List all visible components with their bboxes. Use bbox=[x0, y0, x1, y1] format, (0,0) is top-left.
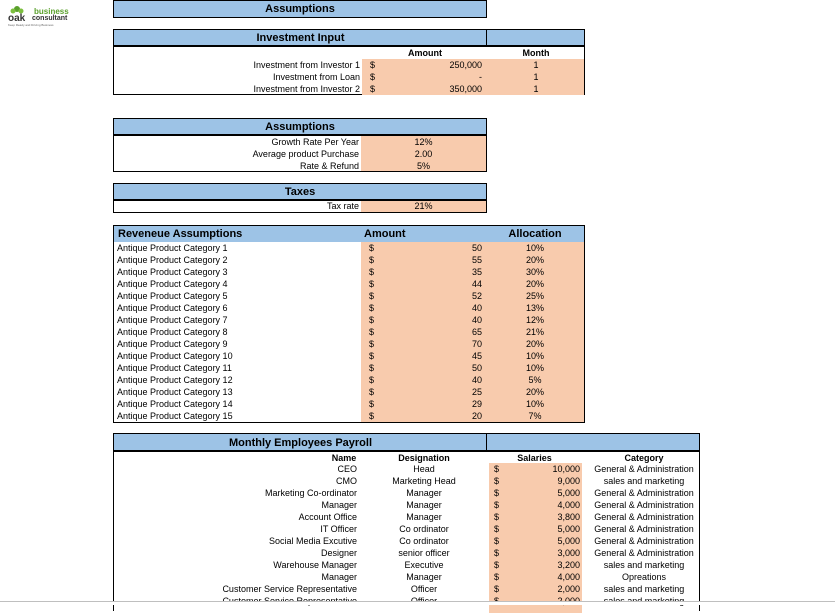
revenue-row-label: Antique Product Category 9 bbox=[117, 339, 228, 349]
revenue-row-label: Antique Product Category 3 bbox=[117, 267, 228, 277]
payroll-row-salary: 3,000 bbox=[557, 548, 580, 558]
logo-business-text: business bbox=[34, 7, 69, 16]
payroll-row-name: Warehouse Manager bbox=[273, 560, 357, 570]
assumptions-main-header bbox=[113, 0, 487, 18]
payroll-row-name: CMO bbox=[336, 476, 357, 486]
revenue-row-amount: 44 bbox=[471, 279, 482, 289]
revenue-row-currency: $ bbox=[369, 291, 375, 301]
payroll-row-salary: 3,800 bbox=[557, 512, 580, 522]
revenue-row-amount: 40 bbox=[471, 375, 482, 385]
revenue-row-label: Antique Product Category 7 bbox=[117, 315, 228, 325]
investment-row-amount: 250,000 bbox=[449, 60, 482, 70]
revenue-row-amount: 35 bbox=[471, 267, 482, 277]
revenue-row-label: Antique Product Category 10 bbox=[117, 351, 233, 361]
payroll-row-currency: $ bbox=[494, 584, 500, 594]
assumption-row-label: Rate & Refund bbox=[299, 161, 359, 171]
payroll-row-designation: Manager bbox=[406, 572, 442, 582]
payroll-row-name: Customer Service Representative bbox=[222, 584, 357, 594]
taxes-title: Taxes bbox=[284, 186, 316, 198]
payroll-row-designation: Co ordinator bbox=[399, 536, 449, 546]
assumption-row-label: Average product Purchase bbox=[252, 149, 359, 159]
payroll-row-designation: Co ordinator bbox=[399, 524, 449, 534]
investment-row-month: 1 bbox=[533, 72, 539, 82]
payroll-row-category: General & Administration bbox=[594, 488, 694, 498]
payroll-row-designation: Executive bbox=[404, 560, 444, 570]
assumption-row-value: 2.00 bbox=[414, 149, 433, 159]
revenue-row-allocation: 20% bbox=[525, 387, 544, 397]
revenue-row-label: Antique Product Category 4 bbox=[117, 279, 228, 289]
assumption-row-value: 5% bbox=[416, 161, 430, 171]
taxes-table bbox=[113, 200, 487, 213]
payroll-row-designation: Officer bbox=[410, 584, 438, 594]
investment-table bbox=[113, 46, 585, 95]
payroll-row-currency: $ bbox=[494, 548, 500, 558]
payroll-row-designation: Manager bbox=[406, 512, 442, 522]
payroll-row-currency: $ bbox=[494, 572, 500, 582]
payroll-row-currency: $ bbox=[494, 512, 500, 522]
payroll-row-name: Account Office bbox=[298, 512, 357, 522]
assumption-row-value: 12% bbox=[414, 137, 433, 147]
revenue-row-allocation: 13% bbox=[525, 303, 544, 313]
payroll-row-currency: $ bbox=[494, 524, 500, 534]
revenue-row-currency: $ bbox=[369, 315, 375, 325]
investment-row-month: 1 bbox=[533, 84, 539, 94]
payroll-row-designation: Marketing Head bbox=[392, 476, 456, 486]
revenue-row-currency: $ bbox=[369, 279, 375, 289]
revenue-row-currency: $ bbox=[369, 327, 375, 337]
investment-col-amount: Amount bbox=[408, 48, 442, 58]
revenue-row-allocation: 30% bbox=[525, 267, 544, 277]
payroll-row-currency: $ bbox=[494, 476, 500, 486]
payroll-row-category: General & Administration bbox=[594, 524, 694, 534]
assumption-row-label: Growth Rate Per Year bbox=[271, 137, 359, 147]
tax-rate-label: Tax rate bbox=[326, 201, 359, 211]
sheet-bottom-edge bbox=[0, 601, 835, 605]
payroll-row-designation: Manager bbox=[406, 488, 442, 498]
revenue-row-amount: 45 bbox=[471, 351, 482, 361]
revenue-row-currency: $ bbox=[369, 303, 375, 313]
investment-row-currency: $ bbox=[370, 72, 376, 82]
revenue-row-amount: 40 bbox=[471, 315, 482, 325]
payroll-row-currency: $ bbox=[494, 500, 500, 510]
payroll-row-name: Manager bbox=[321, 572, 357, 582]
payroll-row-category: Opreations bbox=[621, 572, 667, 582]
revenue-row-amount: 40 bbox=[471, 303, 482, 313]
revenue-row-currency: $ bbox=[369, 411, 375, 421]
payroll-row-salary: 5,000 bbox=[557, 536, 580, 546]
payroll-table bbox=[113, 451, 700, 611]
revenue-col-allocation: Allocation bbox=[508, 228, 562, 240]
payroll-col-salaries: Salaries bbox=[517, 453, 552, 463]
payroll-row-currency: $ bbox=[494, 536, 500, 546]
tax-rate-value: 21% bbox=[414, 201, 433, 211]
payroll-col-category: Category bbox=[624, 453, 664, 463]
revenue-row-label: Antique Product Category 1 bbox=[117, 243, 228, 253]
revenue-row-currency: $ bbox=[369, 255, 375, 265]
investment-row-label: Investment from Investor 2 bbox=[253, 84, 360, 94]
revenue-row-allocation: 10% bbox=[525, 399, 544, 409]
revenue-row-currency: $ bbox=[369, 243, 375, 253]
payroll-row-salary: 2,000 bbox=[557, 584, 580, 594]
payroll-col-designation: Designation bbox=[398, 453, 450, 463]
payroll-row-category: General & Administration bbox=[594, 512, 694, 522]
revenue-row-allocation: 25% bbox=[525, 291, 544, 301]
payroll-row-name: CEO bbox=[337, 464, 357, 474]
payroll-row-currency: $ bbox=[494, 464, 500, 474]
payroll-row-salary: 10,000 bbox=[552, 464, 580, 474]
revenue-row-allocation: 10% bbox=[525, 243, 544, 253]
investment-row-amount: - bbox=[479, 72, 482, 82]
revenue-row-allocation: 21% bbox=[525, 327, 544, 337]
payroll-row-category: sales and marketing bbox=[603, 584, 685, 594]
revenue-row-allocation: 10% bbox=[525, 351, 544, 361]
investment-col-month: Month bbox=[522, 48, 550, 58]
revenue-row-label: Antique Product Category 11 bbox=[117, 363, 232, 373]
payroll-col-name: Name bbox=[331, 453, 357, 463]
payroll-row-name: Manager bbox=[321, 500, 357, 510]
payroll-row-category: General & Administration bbox=[594, 548, 694, 558]
revenue-row-amount: 50 bbox=[471, 243, 482, 253]
payroll-title: Monthly Employees Payroll bbox=[228, 437, 373, 449]
payroll-row-salary: 5,000 bbox=[557, 488, 580, 498]
investment-row-label: Investment from Investor 1 bbox=[253, 60, 360, 70]
payroll-row-salary: 9,000 bbox=[557, 476, 580, 486]
revenue-row-label: Antique Product Category 2 bbox=[117, 255, 228, 265]
revenue-row-currency: $ bbox=[369, 375, 375, 385]
revenue-row-allocation: 20% bbox=[525, 255, 544, 265]
investment-row-month: 1 bbox=[533, 60, 539, 70]
payroll-row-name: Marketing Co-ordinator bbox=[264, 488, 357, 498]
logo-consultant-text: consultant bbox=[32, 15, 68, 22]
payroll-row-name: IT Officer bbox=[320, 524, 357, 534]
payroll-row-designation: senior officer bbox=[398, 548, 450, 558]
logo-tagline: Keep Ready and Driving Business bbox=[8, 23, 54, 27]
investment-row-currency: $ bbox=[370, 84, 376, 94]
revenue-row-allocation: 10% bbox=[525, 363, 544, 373]
company-logo bbox=[6, 5, 86, 27]
revenue-row-label: Antique Product Category 5 bbox=[117, 291, 228, 301]
revenue-row-label: Antique Product Category 14 bbox=[117, 399, 233, 409]
revenue-row-currency: $ bbox=[369, 387, 375, 397]
payroll-row-salary: 4,000 bbox=[557, 572, 580, 582]
payroll-row-currency: $ bbox=[494, 560, 500, 570]
revenue-row-amount: 65 bbox=[471, 327, 482, 337]
revenue-row-amount: 50 bbox=[471, 363, 482, 373]
revenue-col-amount: Amount bbox=[364, 228, 406, 240]
revenue-row-allocation: 12% bbox=[525, 315, 544, 325]
revenue-row-label: Antique Product Category 13 bbox=[117, 387, 233, 397]
payroll-row-salary: 3,200 bbox=[557, 560, 580, 570]
revenue-row-allocation: 5% bbox=[528, 375, 542, 385]
assumptions-table bbox=[113, 135, 487, 172]
payroll-row-designation: Head bbox=[413, 464, 435, 474]
payroll-row-name: Designer bbox=[320, 548, 357, 558]
revenue-row-currency: $ bbox=[369, 351, 375, 361]
revenue-row-currency: $ bbox=[369, 363, 375, 373]
payroll-row-category: General & Administration bbox=[594, 536, 694, 546]
investment-header bbox=[113, 29, 585, 46]
revenue-row-allocation: 20% bbox=[525, 279, 544, 289]
revenue-row-label: Antique Product Category 6 bbox=[117, 303, 228, 313]
payroll-row-category: sales and marketing bbox=[603, 560, 685, 570]
investment-row-currency: $ bbox=[370, 60, 376, 70]
payroll-row-currency: $ bbox=[494, 488, 500, 498]
revenue-row-allocation: 20% bbox=[525, 339, 544, 349]
investment-title: Investment Input bbox=[256, 32, 345, 44]
payroll-row-category: General & Administration bbox=[594, 464, 694, 474]
revenue-row-amount: 29 bbox=[471, 399, 482, 409]
revenue-row-label: Antique Product Category 8 bbox=[117, 327, 228, 337]
revenue-row-currency: $ bbox=[369, 339, 375, 349]
logo-oak-text: oak bbox=[8, 13, 26, 24]
revenue-row-currency: $ bbox=[369, 267, 375, 277]
payroll-row-category: General & Administration bbox=[594, 500, 694, 510]
revenue-row-amount: 55 bbox=[471, 255, 482, 265]
revenue-row-amount: 25 bbox=[471, 387, 482, 397]
page-title: Assumptions bbox=[265, 3, 335, 15]
assumptions-title: Assumptions bbox=[265, 121, 335, 133]
investment-row-amount: 350,000 bbox=[449, 84, 482, 94]
assumptions-header bbox=[113, 118, 487, 135]
taxes-header bbox=[113, 183, 487, 200]
revenue-row-allocation: 7% bbox=[528, 411, 542, 421]
investment-row-label: Investment from Loan bbox=[272, 72, 360, 82]
revenue-row-amount: 70 bbox=[471, 339, 482, 349]
payroll-row-designation: Manager bbox=[406, 500, 442, 510]
payroll-row-salary: 5,000 bbox=[557, 524, 580, 534]
revenue-row-label: Antique Product Category 15 bbox=[117, 411, 233, 421]
revenue-title: Reveneue Assumptions bbox=[118, 228, 243, 240]
revenue-row-amount: 52 bbox=[471, 291, 482, 301]
payroll-row-category: sales and marketing bbox=[603, 476, 685, 486]
revenue-table bbox=[113, 225, 585, 423]
payroll-header bbox=[113, 433, 700, 451]
revenue-row-currency: $ bbox=[369, 399, 375, 409]
revenue-row-label: Antique Product Category 12 bbox=[117, 375, 233, 385]
payroll-row-salary: 4,000 bbox=[557, 500, 580, 510]
payroll-row-name: Social Media Excutive bbox=[268, 536, 357, 546]
revenue-row-amount: 20 bbox=[471, 411, 482, 421]
